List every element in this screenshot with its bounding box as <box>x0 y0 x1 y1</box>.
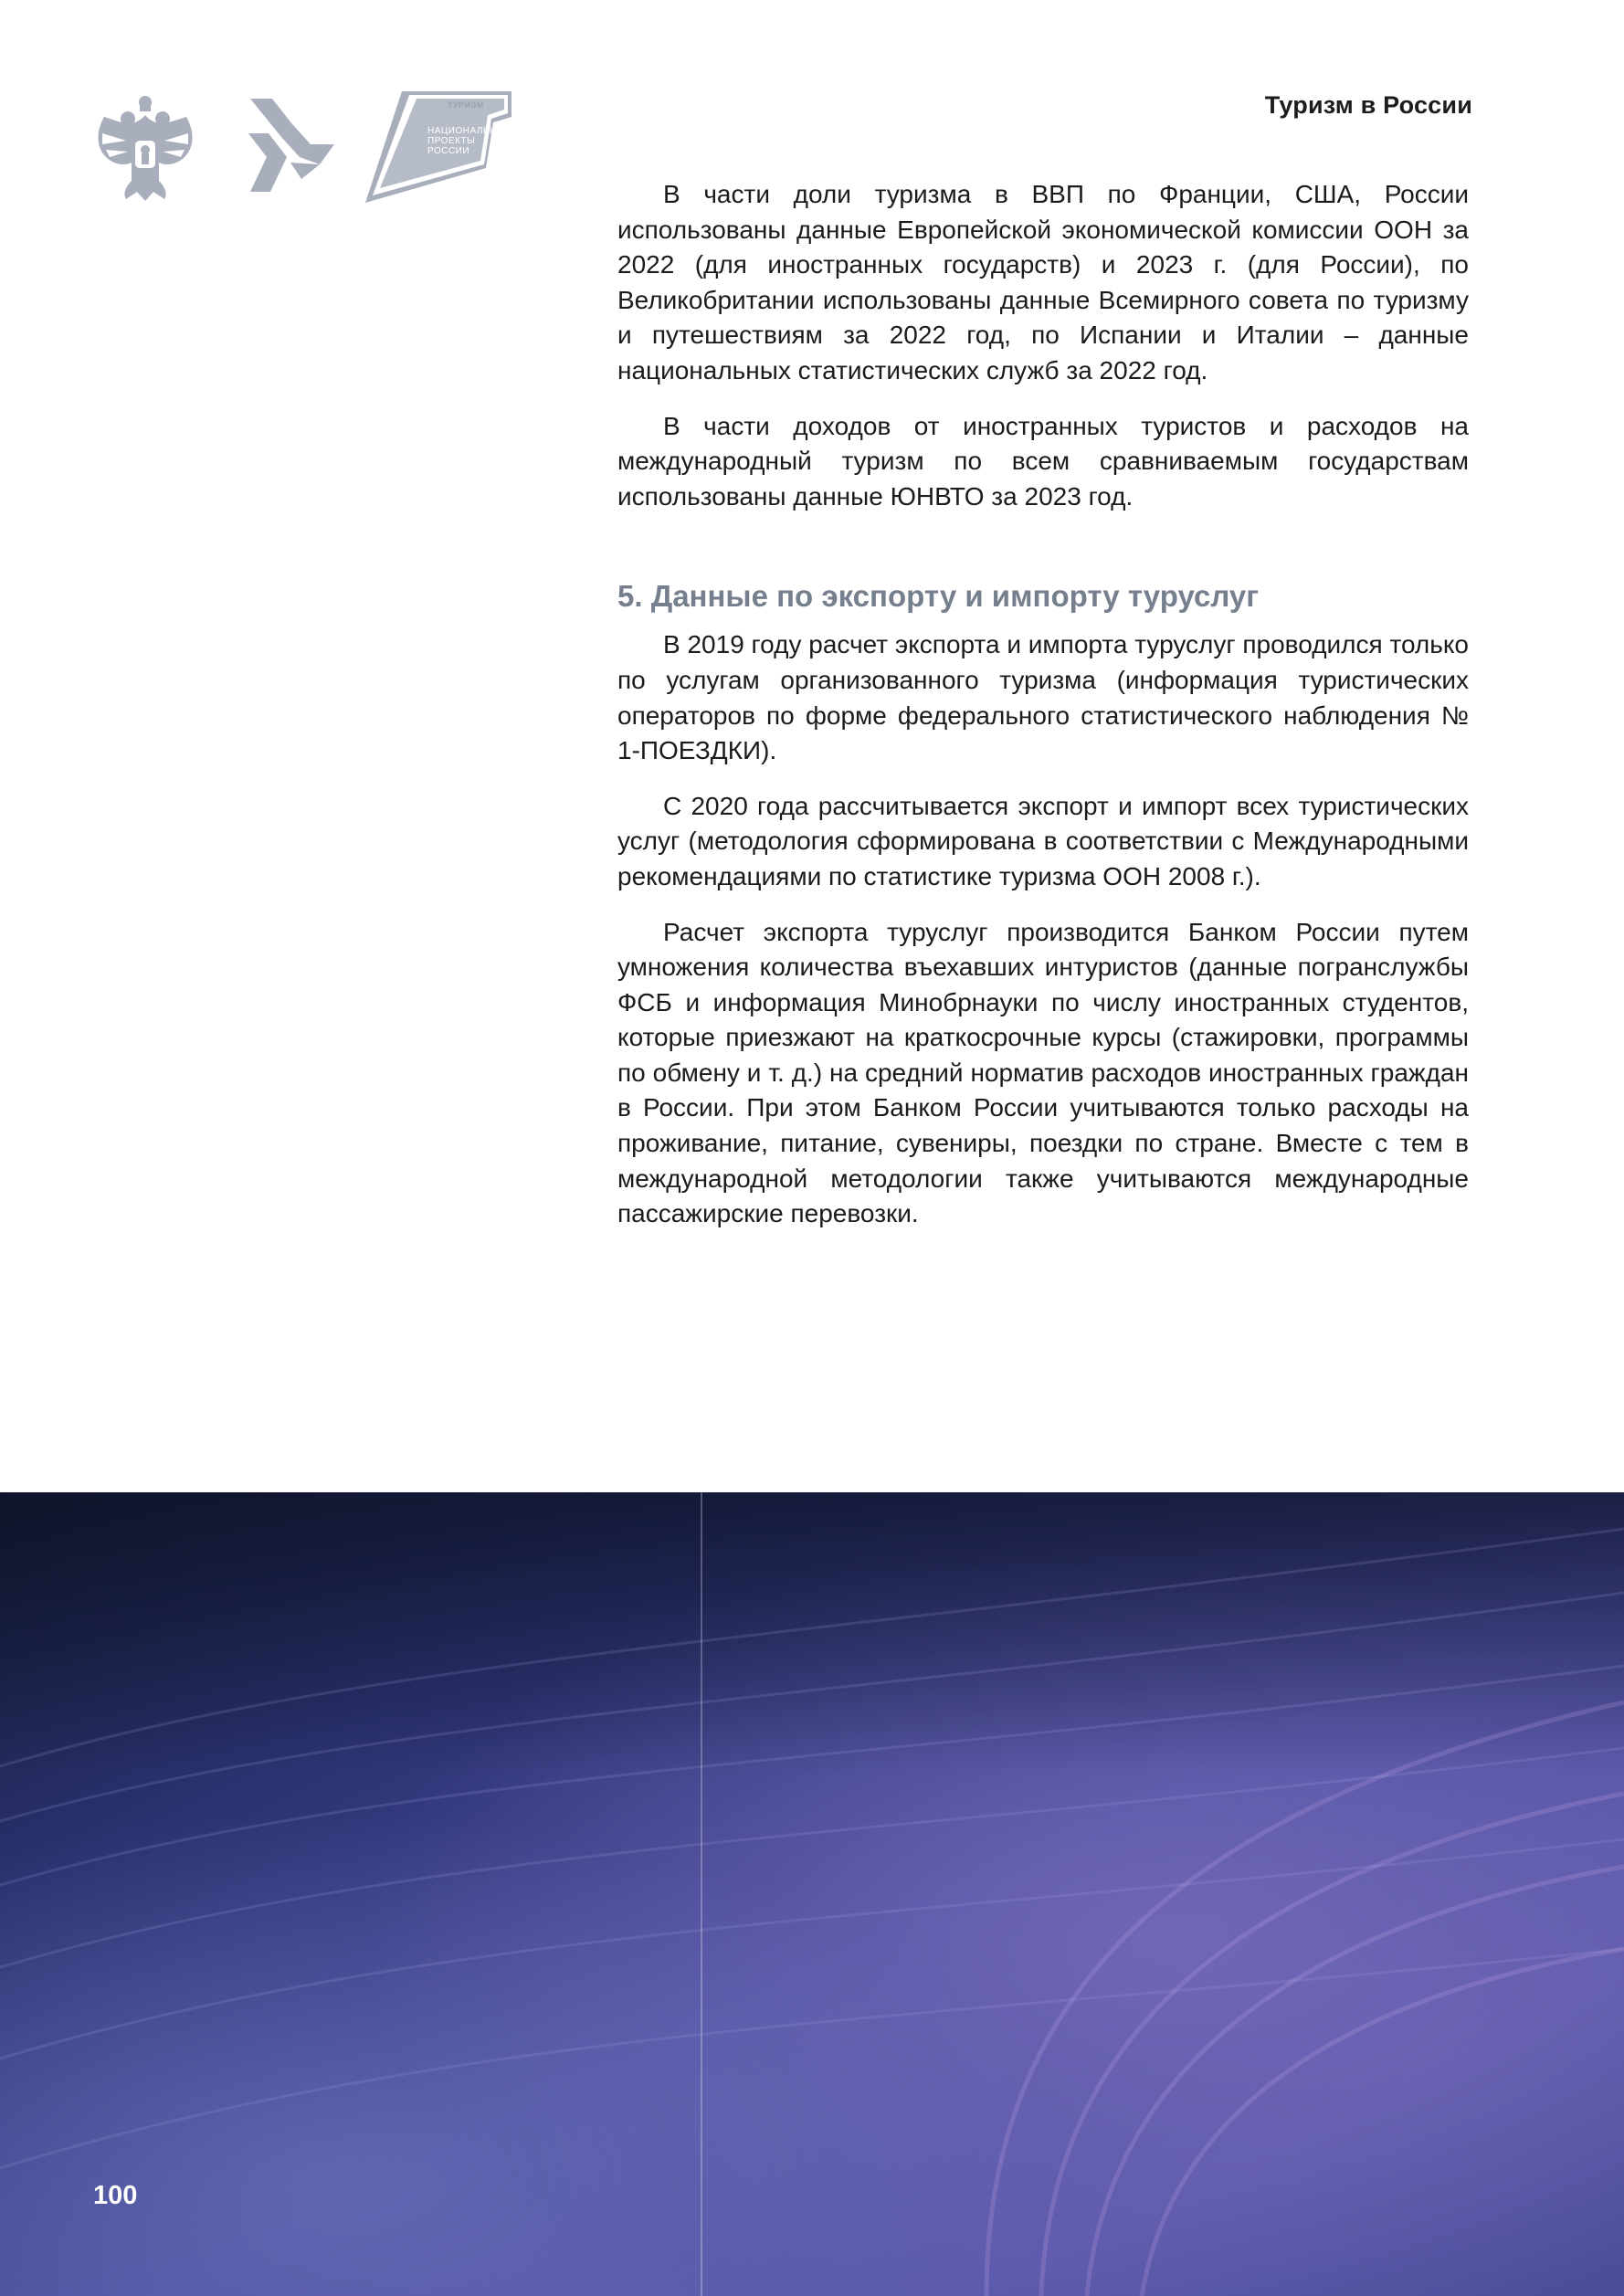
section-paragraph: С 2020 года рассчитывается экспорт и импорт всех туристических услуг (методология сформирована в соответствии с Международными рекомендациями по статистике туризма ООН 2008 г.). <box>617 791 1469 890</box>
text-column <box>617 177 1469 1252</box>
national-projects-arrows-logo <box>245 97 336 194</box>
intro-paragraph: В части доходов от иностранных туристов и расходов на международный туризм по всем сравниваемым государствам использованы данные ЮНВТО за 2023 год. <box>617 411 1469 511</box>
section-heading: 5. Данные по экспорту и импорту туруслуг <box>617 579 1259 614</box>
section-paragraph: В 2019 году расчет экспорта и импорта туруслуг проводился только по услугам организованного туризма (информация туристических операторов по форме федерального статистического наблюдения № 1-ПОЕЗДКИ). <box>617 630 1469 765</box>
page-number: 100 <box>93 2181 138 2210</box>
running-title: Туризм в России <box>1264 91 1472 119</box>
abstract-background-image <box>0 1492 1624 2296</box>
logo-bar <box>90 91 510 210</box>
tourism-logo-caption-top: ТУРИЗМ <box>448 100 484 110</box>
intro-paragraph: В части доли туризма в ВВП по Франции, США, России использованы данные Европейской экономической комиссии ООН за 2022 (для иностранных государств) и 2023 г. (для России), по Великобритании использованы данные Всемирного совета по туризму и путешествиям за 2022 год, по Испании и Италии – данные национальных статистических служб за 2022 год. <box>617 180 1469 384</box>
state-emblem-eagle-icon <box>90 93 201 205</box>
tourism-logo-caption-body: НАЦИОНАЛЬНЫЕ ПРОЕКТЫ РОССИИ <box>427 126 512 156</box>
section-paragraph: Расчет экспорта туруслуг производится Банком России путем умножения количества въехавших интуристов (данные погранслужбы ФСБ и информация Минобрнауки по числу иностранных студентов, которые приезжают на краткосрочные курсы (стажировки, программы по обмену и т. д.) на средний норматив расходов иностранных граждан в России. При этом Банком России учитываются только расходы на проживание, питание, сувениры, поездки по стране. Вместе с тем в международной методологии также учитываются международные пассажирские перевозки. <box>617 917 1469 1228</box>
